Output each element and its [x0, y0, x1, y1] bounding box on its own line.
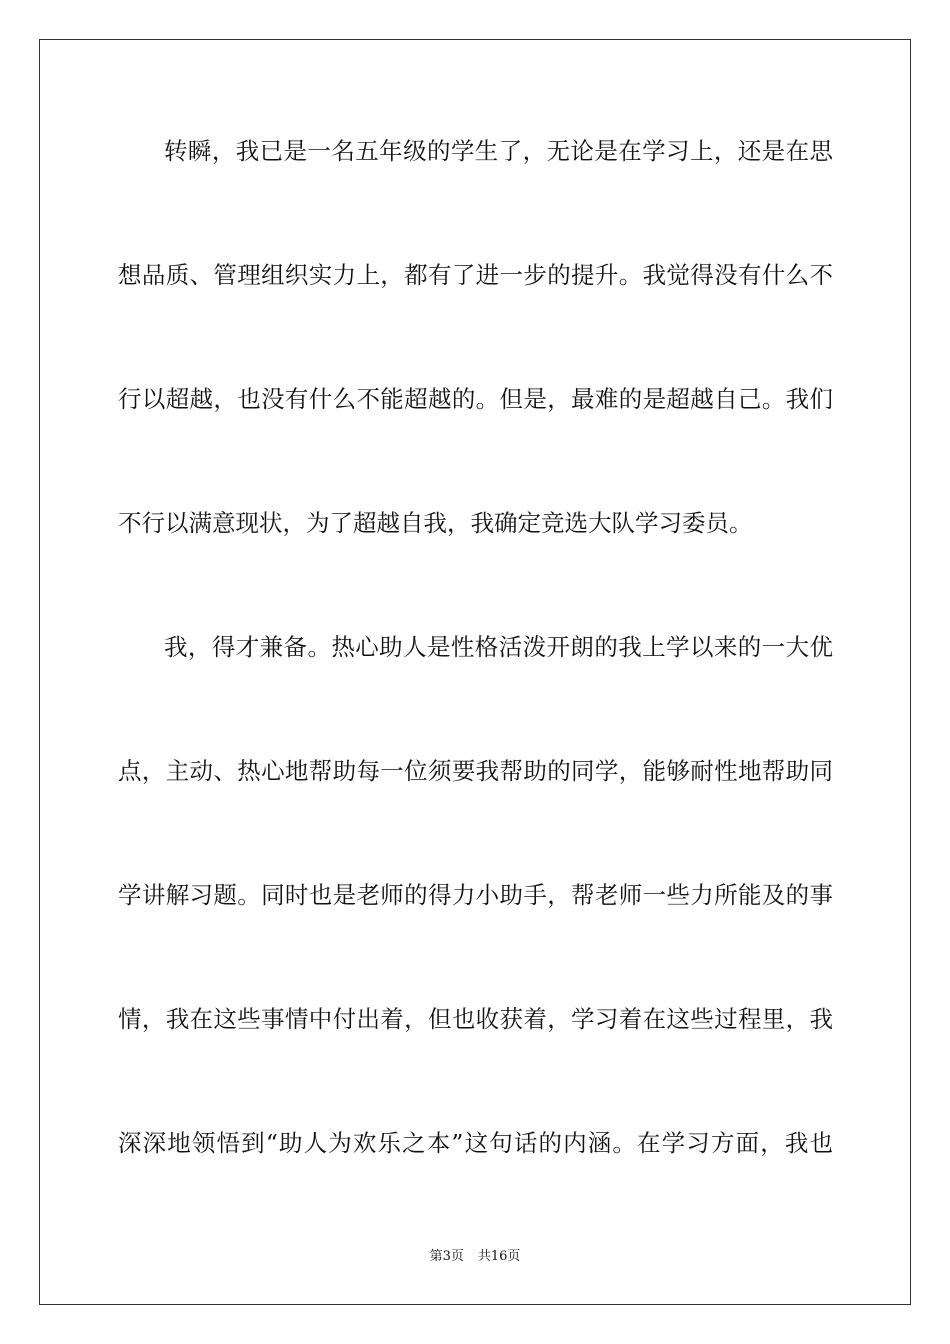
page-border [39, 39, 911, 1305]
page-number: 第3页 [429, 1249, 464, 1264]
paragraph-2-line-2: 点，主动、热心地帮助每一位须要我帮助的同学，能够耐性地帮助同 [118, 757, 833, 785]
paragraph-1-line-1: 转瞬，我已是一名五年级的学生了，无论是在学习上，还是在思 [164, 137, 833, 165]
paragraph-2-line-3: 学讲解习题。同时也是老师的得力小助手，帮老师一些力所能及的事 [118, 881, 833, 909]
paragraph-1-line-3: 行以超越，也没有什么不能超越的。但是，最难的是超越自己。我们 [118, 385, 833, 413]
paragraph-2-line-1: 我，得才兼备。热心助人是性格活泼开朗的我上学以来的一大优 [164, 633, 833, 661]
page-footer [0, 1249, 950, 1265]
page-total: 共16页 [477, 1249, 521, 1264]
paragraph-1-line-4: 不行以满意现状，为了超越自我，我确定竞选大队学习委员。 [118, 509, 753, 537]
paragraph-2-line-5: 深深地领悟到“助人为欢乐之本”这句话的内涵。在学习方面，我也 [118, 1129, 833, 1157]
paragraph-2-line-4: 情，我在这些事情中付出着，但也收获着，学习着在这些过程里，我 [118, 1005, 833, 1033]
paragraph-1-line-2: 想品质、管理组织实力上，都有了进一步的提升。我觉得没有什么不 [118, 261, 833, 289]
